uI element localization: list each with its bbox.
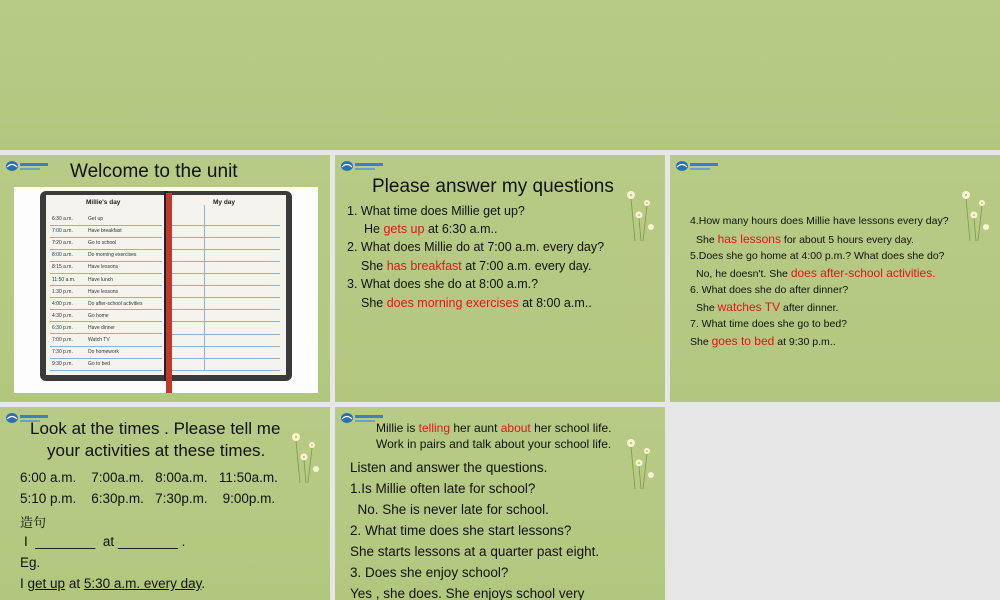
schedule-row bbox=[50, 286, 162, 299]
blank-line bbox=[172, 297, 280, 298]
slide-title: Welcome to the unit bbox=[70, 161, 238, 182]
blank-line bbox=[172, 346, 280, 347]
slide-title: Please answer my questions bbox=[372, 176, 614, 197]
schedule-row bbox=[50, 249, 162, 262]
bookmark-ribbon bbox=[166, 193, 172, 393]
answer-1: He gets up at 6:30 a.m.. bbox=[364, 222, 498, 236]
listen-line: 2. What time does she start lessons? bbox=[350, 523, 572, 538]
question-1: 1. What time does Millie get up? bbox=[347, 204, 525, 218]
schedule-activity: Have lessons bbox=[88, 288, 119, 295]
schedule-activity: Do after-school activities bbox=[88, 300, 143, 307]
schedule-activity: Do morning exercises bbox=[88, 252, 137, 259]
flower-decoration-icon bbox=[286, 425, 326, 485]
schedule-row bbox=[50, 310, 162, 323]
make-sentence-label: 造句 bbox=[20, 516, 47, 531]
blank-line bbox=[172, 321, 280, 322]
example-label: Eg. bbox=[20, 555, 41, 570]
publisher-logo-icon bbox=[675, 159, 721, 173]
flower-decoration-icon bbox=[956, 183, 996, 243]
schedule-row bbox=[50, 274, 162, 287]
schedule-time: 6:30 p.m. bbox=[52, 324, 73, 331]
question-4: 4.How many hours does Millie have lessons every day? bbox=[690, 215, 949, 227]
schedule-time: 4:30 p.m. bbox=[52, 312, 73, 319]
schedule-activity: Have breakfast bbox=[88, 228, 122, 235]
blank-line bbox=[172, 273, 280, 274]
blank-line bbox=[172, 249, 280, 250]
schedule-time: 11:50 a.m. bbox=[52, 276, 76, 283]
schedule-row bbox=[50, 237, 162, 250]
blank-line bbox=[172, 370, 280, 371]
schedule-activity: Watch TV bbox=[88, 337, 110, 343]
schedule-time: 7:30 p.m. bbox=[52, 349, 73, 356]
schedule-activity: Get up bbox=[88, 216, 104, 222]
schedule-row bbox=[50, 298, 162, 311]
question-6: 6. What does she do after dinner? bbox=[690, 284, 849, 296]
schedule-row bbox=[50, 261, 162, 274]
schedule-activity: Go home bbox=[88, 312, 109, 319]
blank-line bbox=[172, 225, 280, 226]
listen-line: Listen and answer the questions. bbox=[350, 460, 548, 475]
intro-line-2: Work in pairs and talk about your school life. bbox=[376, 437, 612, 451]
schedule-activity: Go to school bbox=[88, 240, 117, 247]
question-7: 7. What time does she go to bed? bbox=[690, 318, 848, 330]
blank-line bbox=[172, 309, 280, 310]
slide-title-line2: your activities at these times. bbox=[47, 441, 266, 460]
publisher-logo-icon bbox=[340, 159, 386, 173]
listen-line: Yes , she does. She enjoys school very bbox=[350, 586, 585, 600]
listen-line: 1.Is Millie often late for school? bbox=[350, 481, 536, 496]
schedule-time: 7:20 a.m. bbox=[52, 240, 73, 247]
times-row-2: 5:10 p.m. 6:30p.m. 7:30p.m. 9:00p.m. bbox=[20, 491, 276, 506]
slide-title-line1: Look at the times . Please tell me bbox=[30, 419, 281, 438]
schedule-activity: Have dinner bbox=[88, 324, 115, 331]
schedule-time: 7:00 a.m. bbox=[52, 228, 73, 235]
answer-2: She has breakfast at 7:00 a.m. every day. bbox=[361, 259, 592, 273]
agenda-book-image bbox=[14, 187, 318, 393]
slide-questions-2[interactable] bbox=[670, 155, 1000, 402]
schedule-time: 1:30 p.m. bbox=[52, 288, 73, 295]
schedule-row bbox=[50, 322, 162, 335]
example-sentence: I get up at 5:30 a.m. every day. bbox=[20, 576, 206, 591]
book-left-heading: Millie's day bbox=[86, 199, 121, 206]
listen-line: She starts lessons at a quarter past eight. bbox=[350, 544, 600, 559]
listen-line: 3. Does she enjoy school? bbox=[350, 565, 509, 580]
schedule-activity: Have lessons bbox=[88, 264, 119, 271]
blank-line bbox=[172, 261, 280, 262]
slide-welcome[interactable] bbox=[0, 155, 330, 402]
question-5: 5.Does she go home at 4:00 p.m.? What does she do? bbox=[690, 250, 945, 262]
answer-3: She does morning exercises at 8:00 a.m.. bbox=[361, 296, 592, 310]
schedule-row bbox=[50, 213, 162, 226]
slide-times-practice[interactable] bbox=[0, 407, 330, 600]
flower-decoration-icon bbox=[621, 431, 661, 491]
schedule-activity: Do homework bbox=[88, 349, 119, 356]
blank-line bbox=[172, 237, 280, 238]
schedule-row bbox=[50, 346, 162, 359]
schedule-time: 9:30 p.m. bbox=[52, 361, 73, 368]
blank-line bbox=[172, 358, 280, 359]
question-3: 3. What does she do at 8:00 a.m.? bbox=[347, 277, 539, 291]
intro-line-1: Millie is telling her aunt about her school life. bbox=[376, 421, 612, 435]
times-row-1: 6:00 a.m. 7:00a.m. 8:00a.m. 11:50a.m. bbox=[20, 470, 278, 485]
blank-line bbox=[172, 285, 280, 286]
schedule-time: 8:00 a.m. bbox=[52, 252, 73, 259]
listen-line: No. She is never late for school. bbox=[350, 502, 549, 517]
answer-6: She watches TV after dinner. bbox=[696, 300, 839, 314]
answer-5: No, he doesn't. She does after-school activities. bbox=[696, 266, 936, 280]
answer-4: She has lessons for about 5 hours every day. bbox=[696, 232, 914, 246]
answer-7: She goes to bed at 9:30 p.m.. bbox=[690, 334, 836, 348]
slide-listening[interactable] bbox=[335, 407, 665, 600]
publisher-logo-icon bbox=[5, 159, 51, 173]
question-2: 2. What does Millie do at 7:00 a.m. every day? bbox=[347, 240, 605, 254]
blank-line bbox=[172, 334, 280, 335]
schedule-time: 6:30 a.m. bbox=[52, 216, 73, 222]
schedule-time: 8:15 a.m. bbox=[52, 264, 73, 271]
book-right-heading: My day bbox=[213, 199, 236, 206]
slide-header-strip bbox=[0, 0, 1000, 150]
sentence-pattern: I ________ at ________ . bbox=[24, 534, 186, 549]
schedule-row bbox=[50, 334, 162, 347]
schedule-row bbox=[50, 358, 162, 371]
slide-questions-1[interactable] bbox=[335, 155, 665, 402]
schedule-time: 7:00 p.m. bbox=[52, 337, 73, 343]
schedule-activity: Go to bed bbox=[88, 361, 110, 368]
schedule-time: 4:00 p.m. bbox=[52, 300, 73, 307]
schedule-activity: Have lunch bbox=[88, 276, 114, 283]
flower-decoration-icon bbox=[621, 183, 661, 243]
schedule-row bbox=[50, 225, 162, 238]
